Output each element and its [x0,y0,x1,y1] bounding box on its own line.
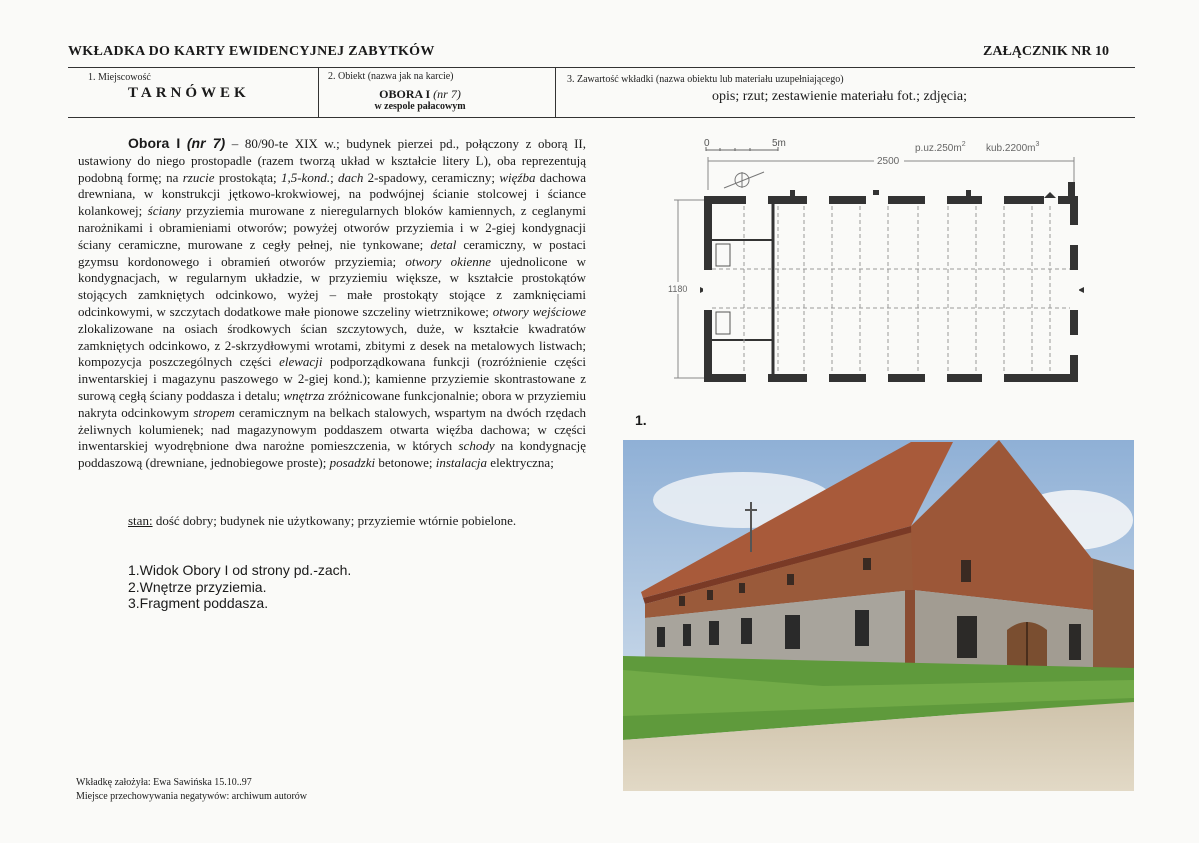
door-opening [1069,270,1079,310]
volume-label: $kub.2200m^3$ [986,141,1040,154]
condition-line [128,513,516,529]
photo-number: 1. [635,412,647,428]
window-opening [982,195,1004,205]
window-opening [982,373,1004,383]
object-sub: w zespole pałacowym [374,101,466,112]
chimney [1068,182,1075,200]
window-opening [807,195,829,205]
footer-archive: Miejsce przechowywania negatywów: archiwum autorów [76,791,308,802]
floor-plan [670,130,1090,390]
table-top-line [68,67,1135,68]
caption-2: 2.Wnętrze przyziemia. [128,578,267,595]
window-opening [807,373,829,383]
adjacent-building [1091,558,1134,670]
window-opening [1069,335,1079,355]
window-opening [866,195,888,205]
scale-zero: 0 [704,138,710,149]
area-label: $p.uz.250m^2$ [915,141,966,154]
annex-number: ZAŁĄCZNIK NR 10 [983,44,1110,59]
object-label: 2. Obiekt (nazwa jak na karcie) [328,71,454,82]
north-arrow-icon [724,172,764,188]
condition-label: stan: [128,513,153,528]
scale-five: 5m [772,138,786,149]
window-opening [746,373,768,383]
table-divider-1 [318,67,319,118]
gable-window [1069,624,1081,660]
caption-3: 3.Fragment poddasza. [128,595,269,611]
width-dimension: 2500 [877,156,900,167]
column-grid [712,206,1070,372]
gable-window [957,616,977,658]
stairs [716,244,730,266]
window-opening [925,195,947,205]
window-opening [925,373,947,383]
outer-walls [708,200,1074,378]
contents-value: opis; rzut; zestawienie materiału fot.; zdjęcia; [712,89,968,104]
footer [76,776,307,804]
object-description: Obora I (nr 7) – 80/90-te XIX w.; budynek pierzei pd., połączony z oborą II, ustawiony do niego prostopadle (razem tworzą układ w kształcie litery L), oba reprezentują podobną formę; na rzucie prostokąta; 1,5-kond.; dach 2-spadowy, ceramiczny; więźba dachowa drewniana, w konstrukcji jętkowo-krokwiowej, na podwójnej ścianie stolcowej i ściance kolankowej; ściany przyziemia murowane z nieregularnych bloków kamiennych, z ceglanymi narożnikami i obramieniami otworów; powyżej otworów przyziemia i w 2-giej kondygnacji ściany ceramiczne, murowane z cegły pełnej, nie tynkowane; detal ceramiczny, w postaci gzymsu kordonowego i obramień otworów przyziemia; otwory okienne ujednolicone w kondygnacjach, w regularnym układzie, w przyziemiu większe, w kształcie prostokątów stojących zamkniętych odcinkowo, wyżej – małe prostokąty stojące z zamknięciami odcinkowymi, w szczytach dodatkowe małe pionowe szczeliny wietrznikowe; otwory wejściowe zlokalizowane na osiach środkowych ścian szczytowych, duże, w kształcie kwadratów zamkniętych odcinkowo, z 2-skrzydłowymi wrotami, zbitymi z desek na metalowych listwach; kompozycja poszczególnych części elewacji podporządkowana funkcji (rozróżnienie części inwentarskiej i magazynu paszowego w 2-giej kond.); kamienne przyziemie skontrastowane z surową cegłą ściany poddasza i detalu; wnętrza zróżnicowane funkcjonalnie; obora w przyziemiu nakryta odcinkowym stropem ceramicznym na belkach stalowych, wspartym na dwóch rzędach żeliwnych kolumienek; nad magazynowym poddaszem otwarta więźba dachowa; w części inwentarskiej wyodrębnione dwa narożne pomieszczenia, w których schody na kondygnację poddaszową (drewniane, jednobiegowe proste); posadzki betonowe; instalacja elektryczna; [78,135,587,471]
window-opening [1069,225,1079,245]
door-opening [703,270,713,310]
caption-1: 1.Widok Obory I od strony pd.-zach. [128,562,352,578]
window-opening [866,373,888,383]
table-bottom-line [68,117,1135,118]
document-title: WKŁADKA DO KARTY EWIDENCYJNEJ ZABYTKÓW [68,44,435,59]
height-dimension: 1180 [668,284,688,294]
object-name: OBORA I (nr 7) [379,87,461,101]
table-divider-2 [555,67,556,118]
chimney [966,190,971,200]
wall-openings [703,195,1079,383]
condition-value: dość dobry; budynek nie użytkowany; przyziemie wtórnie pobielone. [152,513,517,528]
place-value: TARNÓWEK [128,85,250,101]
photo-captions [128,562,351,612]
window-opening [746,195,768,205]
stairs [716,312,730,334]
footer-author: Wkładkę założyła: Ewa Sawińska 15.10..97 [76,777,252,788]
barn-photo [623,440,1134,791]
place-label: 1. Miejscowość [88,72,151,83]
chimney [790,190,795,200]
contents-label: 3. Zawartość wkładki (nazwa obiektu lub materiału uzupełniającego) [567,74,844,85]
